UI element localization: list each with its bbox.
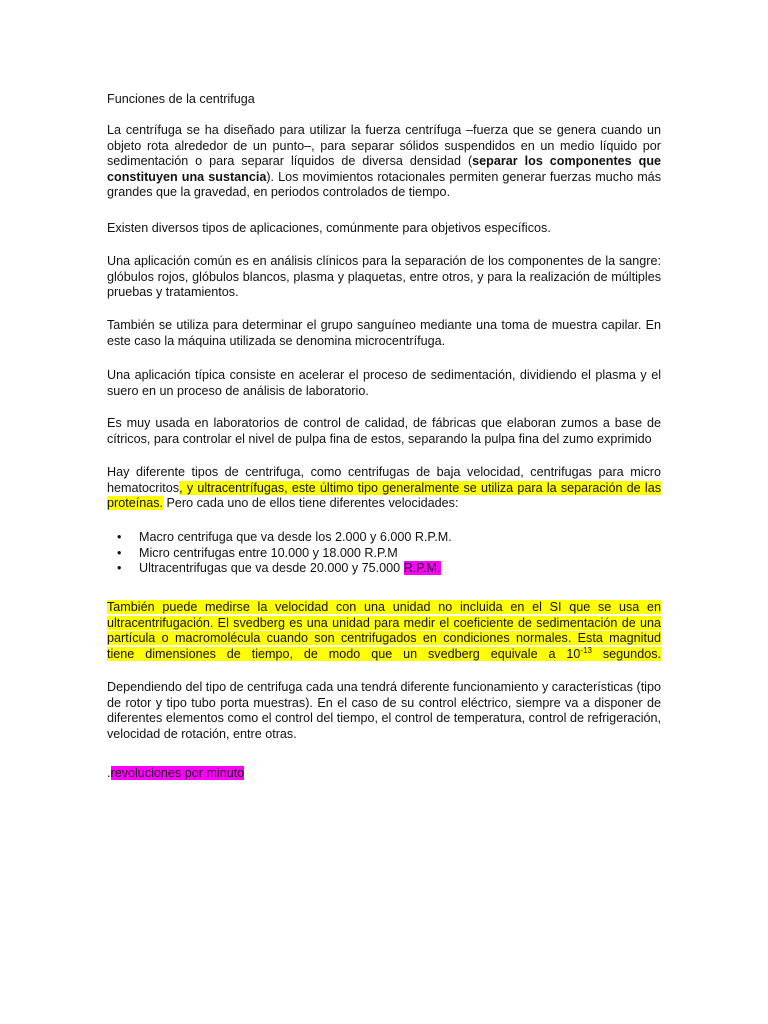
list-item-text: Ultracentrifugas que va desde 20.000 y 75.000 <box>139 561 404 576</box>
bullet-icon: • <box>117 530 122 544</box>
bullet-icon: • <box>117 545 122 560</box>
intro-bold-phrase: separar los componentes que constituyen una sustancia <box>107 154 662 184</box>
svedberg-paragraph <box>107 600 661 662</box>
grupo-sanguineo-paragraph: También se utiliza para determinar el grupo sanguíneo mediante una toma de muestra capilar. En este caso la máquina utilizada se denomina microcentrífuga. <box>107 318 661 348</box>
rpm-highlight: R.P.M. <box>403 561 441 576</box>
velocidades-list <box>107 530 661 577</box>
footnote-prefix: . <box>107 766 111 780</box>
ultracentrifugas-highlight: , y ultracentrífugas, este último tipo generalmente se utiliza para la separación de las proteínas. <box>107 480 661 511</box>
svedberg-text: También puede medirse la velocidad con una unidad no incluida en el SI que se usa en ultracentrifugación. El svedberg es una unidad para medir el coeficiente de sedimentación de una partícula o macromolécula cuando son centrifugados en condiciones normales. Esta magnitud tiene dimensiones de tiempo, de modo que un svedberg equivale a 10 <box>107 600 661 661</box>
tipos-text: Hay diferente tipos de centrifuga, como centrifugas de baja velocidad, centrifugas para micro hematocritos <box>107 465 661 495</box>
clinicos-paragraph: Una aplicación común es en análisis clínicos para la separación de los componentes de la sangre: glóbulos rojos, glóbulos blancos, plasma y plaquetas, entre otros, y para la realización de múltiples pruebas y tratamientos. <box>107 254 661 300</box>
svedberg-highlight <box>107 600 661 661</box>
footnote-highlight: revoluciones por minuto <box>110 766 245 780</box>
intro-paragraph <box>107 123 661 201</box>
intro-text-before: La centrífuga se ha diseñado para utilizar la fuerza centrífuga –fuerza que se genera cuando un objeto rota alrededor de un punto–, para separar sólidos suspendidos en un medio líquido por sedimentación o para separar líquidos de diversa densidad ( <box>107 123 661 169</box>
sedimentacion-paragraph: Una aplicación típica consiste en acelerar el proceso de sedimentación, dividiendo el plasma y el suero en un proceso de análisis de laboratorio. <box>107 368 661 398</box>
dependiendo-paragraph: Dependiendo del tipo de centrifuga cada una tendrá diferente funcionamiento y características (tipo de rotor y tipo tubo porta muestras). En el caso de su control eléctrico, siempre va a disponer de diferentes elementos como el control del tiempo, el control de temperatura, control de refrigeración, velocidad de rotación, entre otras. <box>107 680 661 741</box>
footnote-line <box>107 766 661 782</box>
tipos-text-after: Pero cada uno de ellos tiene diferentes velocidades: <box>163 496 459 511</box>
intro-text-after: ). Los movimientos rotacionales permiten generar fuerzas mucho más grandes que la gravedad, en periodos controlados de tiempo. <box>107 169 661 200</box>
aplicaciones-paragraph: Existen diversos tipos de aplicaciones, comúnmente para objetivos específicos. <box>107 221 551 235</box>
control-calidad-paragraph: Es muy usada en laboratorios de control de calidad, de fábricas que elaboran zumos a base de cítricos, para controlar el nivel de pulpa fina de estos, separando la pulpa fina del zumo exprimido <box>107 416 661 446</box>
list-item <box>107 561 661 577</box>
list-item-text: Micro centrifugas entre 10.000 y 18.000 R.P.M <box>139 545 398 560</box>
list-item-text: Macro centrifuga que va desde los 2.000 y 6.000 R.P.M. <box>139 530 452 544</box>
document-title: Funciones de la centrifuga <box>107 92 255 106</box>
bullet-icon: • <box>117 561 122 576</box>
list-item <box>107 530 661 546</box>
svedberg-exponent: -13 <box>580 645 592 655</box>
tipos-centrifuga-paragraph <box>107 465 661 512</box>
list-item <box>107 546 661 562</box>
svedberg-text-end: segundos. <box>591 646 661 661</box>
